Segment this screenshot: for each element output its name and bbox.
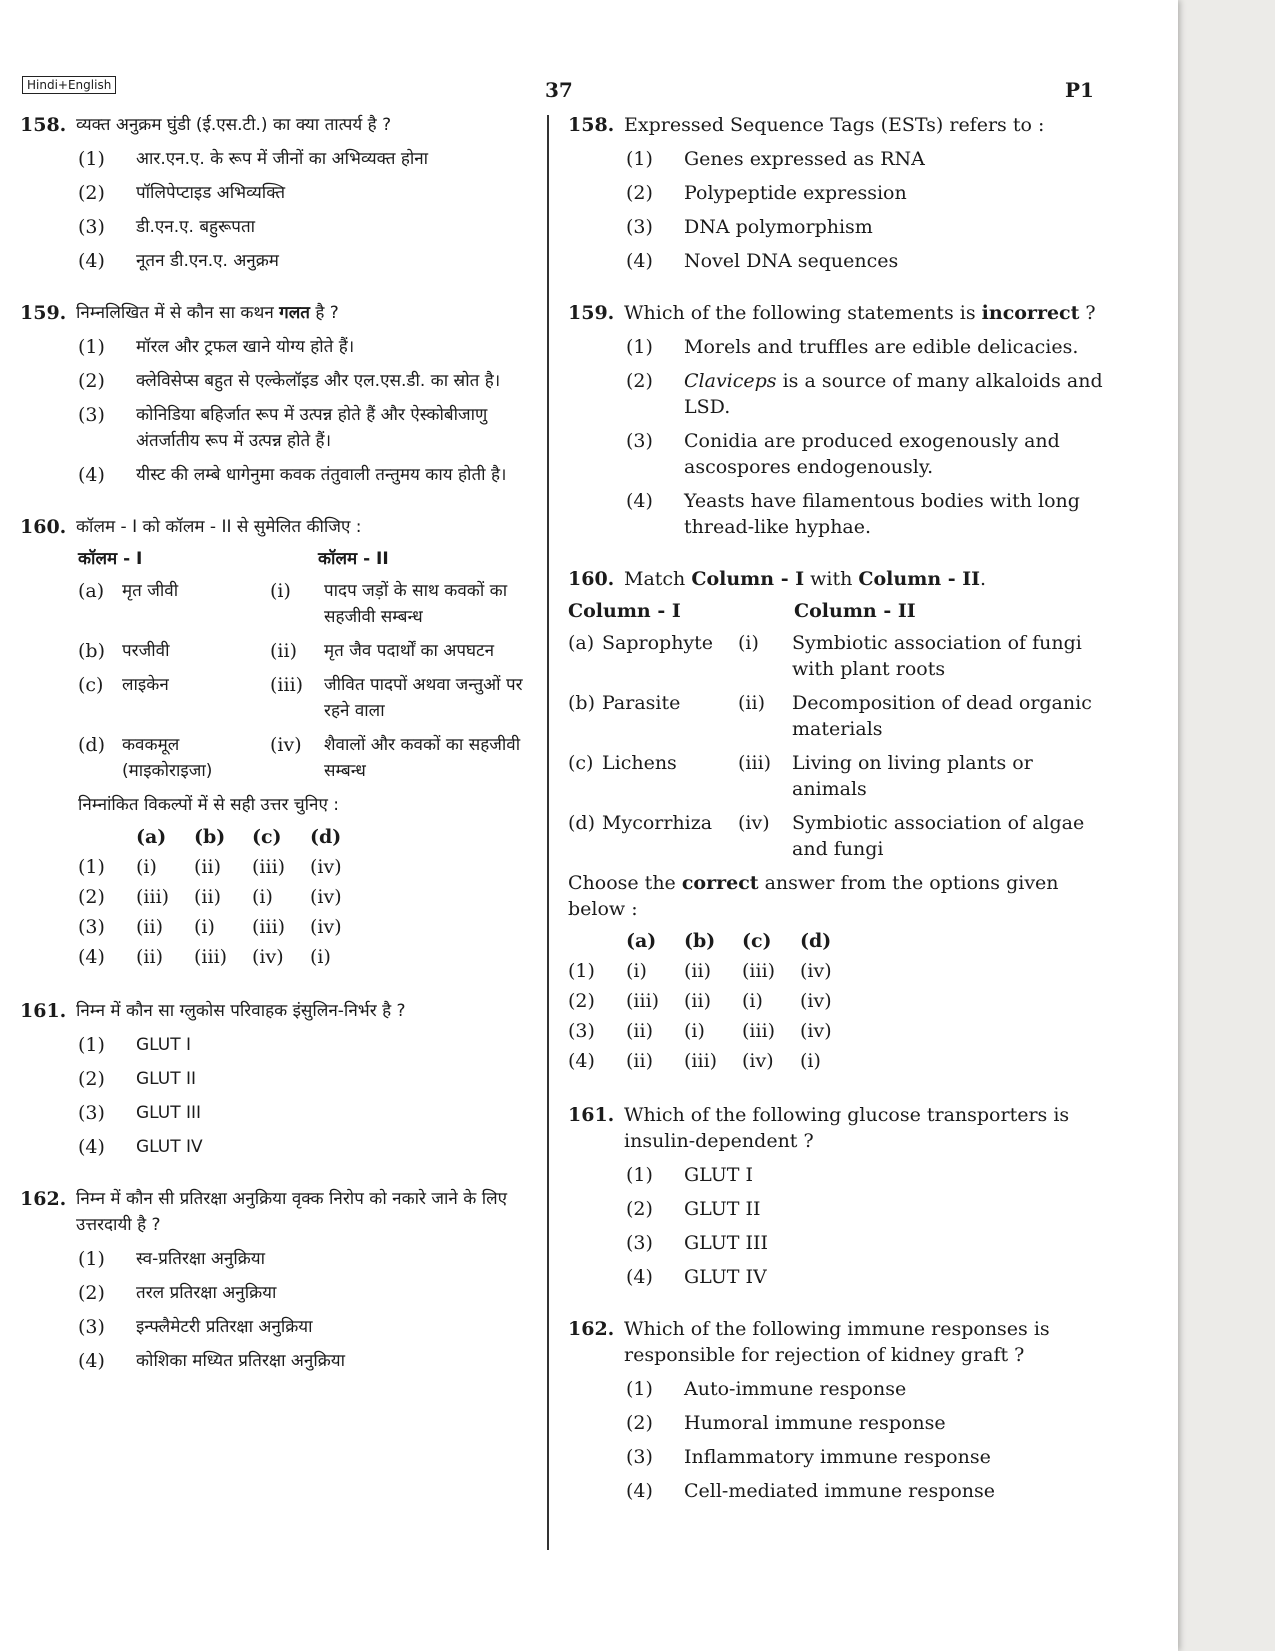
option-number: (1) [626, 1164, 653, 1186]
question-text-part: निम्नलिखित में से कौन सा कथन [76, 303, 280, 323]
option [626, 146, 1103, 172]
option [626, 334, 1103, 360]
option-text: Cell-mediated immune response [684, 1480, 996, 1502]
row-desc: Symbiotic association of fungi with plant roots [792, 632, 1082, 680]
option-number: (1) [78, 148, 105, 170]
answer-cell: (i) [194, 916, 215, 938]
question-text: निम्न में कौन सी प्रतिरक्षा अनुक्रिया वृक्क निरोप को नकारे जाने के लिए उत्तरदायी है ? [76, 1189, 508, 1235]
option-number: (4) [78, 1350, 105, 1372]
option-number: (3) [626, 1446, 653, 1468]
option-number: (3) [626, 1232, 653, 1254]
answer-cell: (2) [568, 990, 595, 1012]
match-table [568, 598, 1103, 862]
option [626, 1162, 1103, 1188]
option-number: (4) [626, 1266, 653, 1288]
column-1-header: कॉलम - I [78, 549, 143, 569]
question-emphasis: Column - I [691, 568, 805, 590]
row-roman: (iii) [738, 752, 772, 774]
question-text [76, 300, 535, 326]
answer-row [568, 1016, 858, 1046]
choose-text-part: answer from the options given below : [568, 872, 1059, 920]
option [78, 1032, 535, 1058]
answer-cell: (iv) [252, 946, 284, 968]
answer-cell: (ii) [194, 856, 221, 878]
option-number: (2) [78, 1068, 105, 1090]
row-label: (a) [78, 580, 105, 602]
answer-cell: (iv) [800, 1020, 832, 1042]
answer-row [568, 956, 858, 986]
answer-cell: (ii) [626, 1020, 653, 1042]
match-row [78, 732, 535, 784]
answer-cell: (a) [136, 826, 167, 848]
answer-row [78, 912, 368, 942]
choose-instruction [568, 870, 1103, 922]
option-number: (1) [78, 1248, 105, 1270]
row-label: (d) [568, 812, 595, 834]
question-text: Which of the following immune responses is responsible for rejection of kidney graft ? [624, 1318, 1050, 1366]
option-number: (1) [78, 336, 105, 358]
row-label: (b) [78, 640, 105, 662]
option-text: GLUT I [136, 1035, 192, 1055]
option-number: (2) [626, 1412, 653, 1434]
option-text: GLUT IV [684, 1266, 767, 1288]
option-number: (4) [626, 1480, 653, 1502]
option-number: (1) [626, 336, 653, 358]
option [78, 1100, 535, 1126]
option-text: Genes expressed as RNA [684, 148, 925, 170]
answer-cell: (iii) [194, 946, 228, 968]
row-term: Lichens [602, 752, 677, 774]
question-159-english [568, 300, 1103, 540]
column-1-header: Column - I [568, 600, 681, 622]
option-text: Humoral immune response [684, 1412, 946, 1434]
answer-cell: (i) [252, 886, 273, 908]
option-text: GLUT III [136, 1103, 202, 1123]
language-tag: Hindi+English [22, 76, 116, 94]
question-number: 162. [568, 1318, 615, 1340]
answer-cell: (b) [194, 826, 226, 848]
match-row [78, 672, 535, 724]
answer-cell: (ii) [626, 1050, 653, 1072]
question-number: 161. [568, 1104, 615, 1126]
row-term: कवकमूल (माइकोराइजा) [122, 735, 213, 781]
option [78, 146, 535, 172]
answer-cell: (i) [742, 990, 763, 1012]
answer-cell: (i) [800, 1050, 821, 1072]
answer-options-table [78, 822, 368, 972]
option-number: (3) [626, 430, 653, 452]
option [626, 1444, 1103, 1470]
answer-cell: (iii) [136, 886, 170, 908]
question-161-hindi [20, 998, 535, 1160]
paper-code: P1 [1065, 78, 1094, 102]
match-row [568, 810, 1103, 862]
option-number: (1) [78, 1034, 105, 1056]
option [78, 334, 535, 360]
answer-cell: (ii) [684, 990, 711, 1012]
row-desc: Decomposition of dead organic materials [792, 692, 1092, 740]
question-162-english [568, 1316, 1103, 1504]
option [78, 1348, 535, 1374]
question-160-english [568, 566, 1103, 1076]
option [78, 1314, 535, 1340]
option [626, 368, 1103, 420]
answer-cell: (1) [568, 960, 595, 982]
question-159-hindi [20, 300, 535, 488]
option [626, 1478, 1103, 1504]
option-text: इन्फ्लैमेटरी प्रतिरक्षा अनुक्रिया [136, 1317, 313, 1337]
question-number: 160. [20, 516, 67, 538]
question-number: 158. [20, 114, 67, 136]
row-roman: (iv) [270, 734, 302, 756]
match-row [568, 750, 1103, 802]
answer-cell: (3) [568, 1020, 595, 1042]
row-roman: (i) [738, 632, 759, 654]
option [78, 1134, 535, 1160]
answer-cell: (3) [78, 916, 105, 938]
option [78, 214, 535, 240]
row-desc: जीवित पादपों अथवा जन्तुओं पर रहने वाला [324, 675, 523, 721]
option-text: कोनिडिया बहिर्जात रूप में उत्पन्न होते हैं और ऐस्कोबीजाणु अंतर्जातीय रूप में उत्पन्न होते हैं। [136, 405, 488, 451]
row-label: (c) [568, 752, 594, 774]
row-desc: Living on living plants or animals [792, 752, 1033, 800]
answer-cell: (i) [684, 1020, 705, 1042]
question-160-hindi [20, 514, 535, 972]
option [78, 368, 535, 394]
option-text: मॉरल और ट्रफल खाने योग्य होते हैं। [136, 337, 355, 357]
choose-text-part: Choose the [568, 872, 682, 894]
option-text: नूतन डी.एन.ए. अनुक्रम [136, 251, 279, 271]
answer-cell: (iii) [684, 1050, 718, 1072]
answer-cell: (iv) [800, 960, 832, 982]
row-term: Parasite [602, 692, 681, 714]
option-text: DNA polymorphism [684, 216, 873, 238]
question-text [624, 566, 1103, 592]
question-text-part: with [804, 568, 859, 590]
row-roman: (ii) [738, 692, 765, 714]
row-roman: (iv) [738, 812, 770, 834]
match-row [78, 578, 535, 630]
option [78, 1246, 535, 1272]
answer-cell: (b) [684, 930, 716, 952]
option-text: डी.एन.ए. बहुरूपता [136, 217, 256, 237]
answer-cell: (a) [626, 930, 657, 952]
row-term: लाइकेन [122, 675, 169, 695]
answer-cell: (ii) [136, 946, 163, 968]
row-desc: पादप जड़ों के साथ कवकों का सहजीवी सम्बन्ध [324, 581, 508, 627]
option-text-part: is a source of many alkaloids and LSD. [684, 370, 1103, 418]
match-row [568, 630, 1103, 682]
answer-row [568, 1046, 858, 1076]
option-text: Conidia are produced exogenously and ascospores endogenously. [684, 430, 1060, 478]
option-number: (2) [626, 370, 653, 392]
option-italic-term: Claviceps [684, 370, 777, 392]
answer-row [568, 986, 858, 1016]
option-number: (2) [78, 370, 105, 392]
row-term: Saprophyte [602, 632, 714, 654]
option [626, 1264, 1103, 1290]
option-text [684, 368, 1103, 420]
row-desc: मृत जैव पदार्थों का अपघटन [324, 641, 495, 661]
question-number: 161. [20, 1000, 67, 1022]
question-text: निम्न में कौन सा ग्लुकोस परिवाहक इंसुलिन-निर्भर है ? [76, 1001, 406, 1021]
answer-cell: (c) [252, 826, 282, 848]
answer-cell: (iv) [310, 856, 342, 878]
answer-cell: (2) [78, 886, 105, 908]
option-number: (4) [78, 250, 105, 272]
column-2-header: कॉलम - II [318, 549, 389, 569]
answer-cell: (4) [78, 946, 105, 968]
option-text: GLUT III [684, 1232, 768, 1254]
answer-cell: (iv) [310, 916, 342, 938]
answer-cell: (c) [742, 930, 772, 952]
answer-cell: (i) [626, 960, 647, 982]
answer-header-row [78, 822, 368, 852]
page-number: 37 [545, 78, 573, 102]
answer-row [78, 882, 368, 912]
option [626, 1196, 1103, 1222]
answer-cell: (iii) [252, 856, 286, 878]
option-text: GLUT II [136, 1069, 197, 1089]
option-number: (2) [626, 1198, 653, 1220]
row-label: (c) [78, 674, 104, 696]
answer-row [78, 852, 368, 882]
option [626, 214, 1103, 240]
answer-cell: (iv) [800, 990, 832, 1012]
option-number: (4) [626, 490, 653, 512]
option-text: Inflammatory immune response [684, 1446, 991, 1468]
choose-emphasis: correct [681, 872, 759, 894]
question-number: 160. [568, 568, 615, 590]
row-desc: Symbiotic association of algae and fungi [792, 812, 1085, 860]
question-162-hindi [20, 1186, 535, 1374]
row-term: Mycorrhiza [602, 812, 713, 834]
match-table [78, 546, 535, 784]
option-number: (3) [626, 216, 653, 238]
option-text: Auto-immune response [684, 1378, 907, 1400]
option [626, 1230, 1103, 1256]
answer-cell: (1) [78, 856, 105, 878]
answer-cell: (iv) [310, 886, 342, 908]
question-text-part: Match [624, 568, 692, 590]
match-header [78, 546, 535, 572]
option-text: Morels and truffles are edible delicacies. [684, 336, 1079, 358]
option [78, 402, 535, 454]
question-text-part: ? [1079, 302, 1096, 324]
question-emphasis: गलत [279, 303, 310, 323]
answer-cell: (iii) [742, 960, 776, 982]
row-label: (d) [78, 734, 105, 756]
option-number: (2) [78, 182, 105, 204]
answer-cell: (iii) [252, 916, 286, 938]
answer-header-row [568, 926, 858, 956]
option [78, 1066, 535, 1092]
answer-cell: (i) [136, 856, 157, 878]
option-text: तरल प्रतिरक्षा अनुक्रिया [136, 1283, 277, 1303]
question-text: कॉलम - I को कॉलम - II से सुमेलित कीजिए : [76, 517, 362, 537]
english-column [568, 112, 1103, 1530]
option [626, 428, 1103, 480]
option-text: स्व-प्रतिरक्षा अनुक्रिया [136, 1249, 266, 1269]
option-text: GLUT I [684, 1164, 753, 1186]
option-text: GLUT IV [136, 1137, 203, 1157]
question-text [624, 300, 1103, 326]
option [78, 248, 535, 274]
match-row [78, 638, 535, 664]
question-number: 162. [20, 1188, 67, 1210]
answer-cell: (iv) [742, 1050, 774, 1072]
option [626, 180, 1103, 206]
option-text: Polypeptide expression [684, 182, 907, 204]
option-number: (3) [78, 216, 105, 238]
choose-instruction: निम्नांकित विकल्पों में से सही उत्तर चुनिए : [78, 795, 340, 815]
option [78, 180, 535, 206]
answer-cell: (d) [310, 826, 342, 848]
question-number: 158. [568, 114, 615, 136]
option-number: (4) [78, 464, 105, 486]
match-header [568, 598, 1103, 624]
option-number: (4) [78, 1136, 105, 1158]
option-number: (2) [78, 1282, 105, 1304]
question-text-part: Which of the following statements is [624, 302, 982, 324]
row-roman: (i) [270, 580, 291, 602]
question-text: Expressed Sequence Tags (ESTs) refers to : [624, 114, 1045, 136]
question-emphasis: Column - II [858, 568, 981, 590]
option-number: (4) [626, 250, 653, 272]
answer-options-table [568, 926, 858, 1076]
question-number: 159. [20, 302, 67, 324]
option-number: (3) [78, 404, 105, 426]
row-term: मृत जीवी [122, 581, 179, 601]
question-number: 159. [568, 302, 615, 324]
question-158-english [568, 112, 1103, 274]
option [78, 462, 535, 488]
option [626, 488, 1103, 540]
answer-cell: (ii) [136, 916, 163, 938]
option-text: आर.एन.ए. के रूप में जीनों का अभिव्यक्त होना [136, 149, 429, 169]
answer-cell: (iii) [742, 1020, 776, 1042]
option-text: क्लेविसेप्स बहुत से एल्केलॉइड और एल.एस.डी. का स्रोत है। [136, 371, 501, 391]
row-term: परजीवी [122, 641, 170, 661]
row-label: (b) [568, 692, 595, 714]
row-roman: (ii) [270, 640, 297, 662]
question-158-hindi [20, 112, 535, 274]
answer-cell: (iii) [626, 990, 660, 1012]
option-text: GLUT II [684, 1198, 761, 1220]
answer-cell: (d) [800, 930, 832, 952]
hindi-column [20, 112, 535, 1400]
question-emphasis: incorrect [981, 302, 1080, 324]
row-label: (a) [568, 632, 595, 654]
option [626, 1410, 1103, 1436]
option [626, 248, 1103, 274]
match-row [568, 690, 1103, 742]
question-text: Which of the following glucose transporters is insulin-dependent ? [624, 1104, 1070, 1152]
answer-cell: (ii) [684, 960, 711, 982]
answer-row [78, 942, 368, 972]
option-number: (3) [78, 1316, 105, 1338]
option-number: (2) [626, 182, 653, 204]
answer-cell [568, 926, 626, 956]
option-number: (3) [78, 1102, 105, 1124]
column-2-header: Column - II [794, 600, 916, 622]
column-divider [547, 115, 549, 1550]
question-text-part: . [980, 568, 987, 590]
option-text: Novel DNA sequences [684, 250, 899, 272]
option-text: कोशिका मध्यित प्रतिरक्षा अनुक्रिया [136, 1351, 346, 1371]
row-roman: (iii) [270, 674, 304, 696]
option [78, 1280, 535, 1306]
question-text-part: है ? [309, 303, 339, 323]
question-161-english [568, 1102, 1103, 1290]
answer-cell: (i) [310, 946, 331, 968]
option-text: Yeasts have filamentous bodies with long thread-like hyphae. [684, 490, 1080, 538]
option [626, 1376, 1103, 1402]
answer-cell: (ii) [194, 886, 221, 908]
option-number: (1) [626, 1378, 653, 1400]
option-text: पॉलिपेप्टाइड अभिव्यक्ति [136, 183, 286, 203]
option-text: यीस्ट की लम्बे धागेनुमा कवक तंतुवाली तन्तुमय काय होती है। [136, 465, 507, 485]
answer-cell: (4) [568, 1050, 595, 1072]
question-text: व्यक्त अनुक्रम घुंडी (ई.एस.टी.) का क्या तात्पर्य है ? [76, 115, 392, 135]
answer-cell [78, 822, 136, 852]
row-desc: शैवालों और कवकों का सहजीवी सम्बन्ध [324, 735, 521, 781]
option-number: (1) [626, 148, 653, 170]
